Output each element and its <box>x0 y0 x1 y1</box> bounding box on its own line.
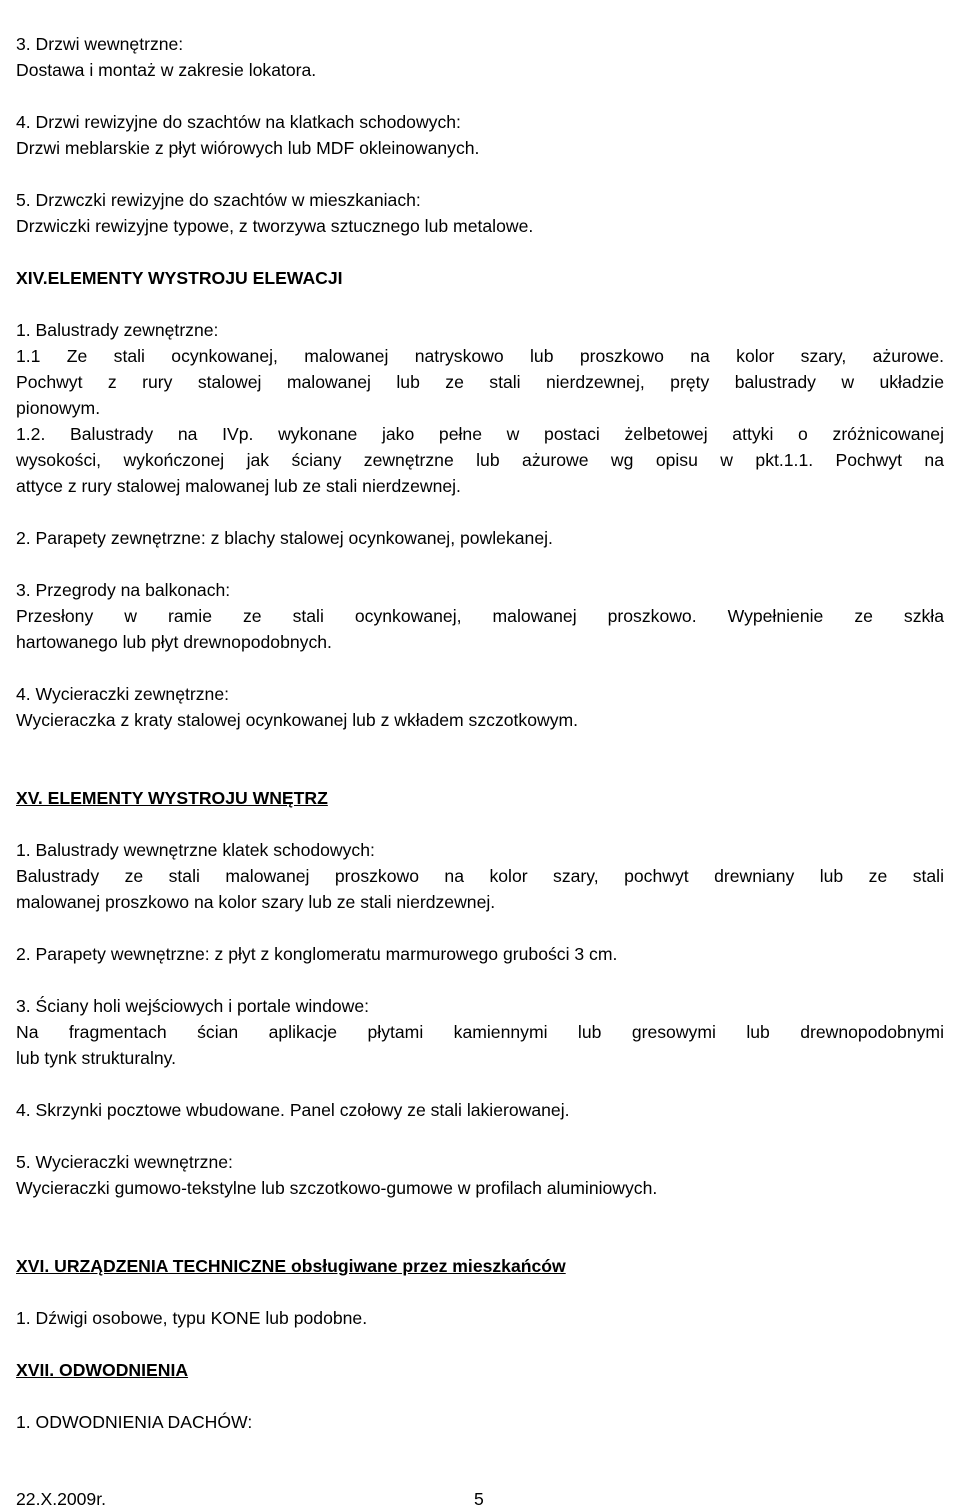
paragraph-line: Pochwyt z rury stalowej malowanej lub ze stali nierdzewnej, pręty balustrady w układzie <box>16 372 944 392</box>
section-text: Drzwiczki rewizyjne typowe, z tworzywa sztucznego lub metalowe. <box>16 216 534 236</box>
chapter-xvi-heading-block <box>16 1253 944 1279</box>
section-4-revision-doors <box>16 109 944 161</box>
item-title: 5. Wycieraczki wewnętrzne: <box>16 1152 233 1172</box>
item-text: Wycieraczka z kraty stalowej ocynkowanej lub z wkładem szczotkowym. <box>16 710 579 730</box>
chapter-heading: XVII. ODWODNIENIA <box>16 1360 189 1380</box>
xiv-item-1-balustrades <box>16 317 944 421</box>
chapter-xvii-heading-block <box>16 1357 944 1383</box>
xiv-item-1-2-balustrades <box>16 421 944 499</box>
paragraph-line: malowanej proszkowo na kolor szary lub ze stali nierdzewnej. <box>16 892 496 912</box>
page-footer <box>16 1489 944 1509</box>
section-title: 5. Drzwczki rewizyjne do szachtów w mieszkaniach: <box>16 190 421 210</box>
chapter-xv-heading-block <box>16 785 944 811</box>
xiv-item-2-sills <box>16 525 944 551</box>
spacer <box>16 759 944 785</box>
item-text: Wycieraczki gumowo-tekstylne lub szczotkowo-gumowe w profilach aluminiowych. <box>16 1178 658 1198</box>
section-3-interior-doors <box>16 31 944 83</box>
paragraph-line: wysokości, wykończonej jak ściany zewnętrzne lub ażurowe wg opisu w pkt.1.1. Pochwyt na <box>16 450 944 470</box>
xv-item-4-mailboxes <box>16 1097 944 1123</box>
xiv-item-4-doormats <box>16 681 944 733</box>
chapter-heading: XVI. URZĄDZENIA TECHNICZNE obsługiwane przez mieszkańców <box>16 1256 566 1276</box>
paragraph-line: Balustrady ze stali malowanej proszkowo na kolor szary, pochwyt drewniany lub ze stali <box>16 866 944 886</box>
item-text: 1. ODWODNIENIA DACHÓW: <box>16 1412 253 1432</box>
xvii-item-1-roof-drainage <box>16 1409 944 1435</box>
document-page <box>16 31 944 1435</box>
chapter-heading: XIV.ELEMENTY WYSTROJU ELEWACJI <box>16 268 343 288</box>
paragraph-line: Przesłony w ramie ze stali ocynkowanej, malowanej proszkowo. Wypełnienie ze szkła <box>16 606 944 626</box>
paragraph-line: lub tynk strukturalny. <box>16 1048 177 1068</box>
page-number: 5 <box>474 1489 484 1509</box>
spacer <box>16 1227 944 1253</box>
chapter-xiv-heading-block <box>16 265 944 291</box>
xv-item-2-interior-sills <box>16 941 944 967</box>
paragraph-line: hartowanego lub płyt drewnopodobnych. <box>16 632 332 652</box>
item-title: 1. Balustrady wewnętrzne klatek schodowych: <box>16 840 375 860</box>
paragraph-line: attyce z rury stalowej malowanej lub ze stali nierdzewnej. <box>16 476 461 496</box>
xv-item-3-lobby-walls <box>16 993 944 1071</box>
footer-date: 22.X.2009r. <box>16 1489 106 1509</box>
paragraph-line: 1.1 Ze stali ocynkowanej, malowanej natryskowo lub proszkowo na kolor szary, ażurowe. <box>16 346 944 366</box>
paragraph-line: Na fragmentach ścian aplikacje płytami kamiennymi lub gresowymi lub drewnopodobnymi <box>16 1022 944 1042</box>
item-text: 4. Skrzynki pocztowe wbudowane. Panel czołowy ze stali lakierowanej. <box>16 1100 570 1120</box>
xiv-item-3-balcony-partitions <box>16 577 944 655</box>
section-5-revision-hatches <box>16 187 944 239</box>
section-text: Drzwi meblarskie z płyt wiórowych lub MDF okleinowanych. <box>16 138 480 158</box>
item-title: 1. Balustrady zewnętrzne: <box>16 320 219 340</box>
xvi-item-1-elevators <box>16 1305 944 1331</box>
item-text: 2. Parapety zewnętrzne: z blachy stalowej ocynkowanej, powlekanej. <box>16 528 553 548</box>
chapter-heading: XV. ELEMENTY WYSTROJU WNĘTRZ <box>16 788 328 808</box>
paragraph-line: 1.2. Balustrady na IVp. wykonane jako pełne w postaci żelbetowej attyki o zróżnicowanej <box>16 424 944 444</box>
item-title: 3. Przegrody na balkonach: <box>16 580 231 600</box>
xv-item-5-interior-doormats <box>16 1149 944 1201</box>
section-text: Dostawa i montaż w zakresie lokatora. <box>16 60 317 80</box>
xv-item-1-stair-balustrades <box>16 837 944 915</box>
paragraph-line: pionowym. <box>16 398 101 418</box>
section-title: 3. Drzwi wewnętrzne: <box>16 34 184 54</box>
item-text: 1. Dźwigi osobowe, typu KONE lub podobne. <box>16 1308 368 1328</box>
item-title: 4. Wycieraczki zewnętrzne: <box>16 684 229 704</box>
item-title: 3. Ściany holi wejściowych i portale windowe: <box>16 996 370 1016</box>
section-title: 4. Drzwi rewizyjne do szachtów na klatkach schodowych: <box>16 112 461 132</box>
item-text: 2. Parapety wewnętrzne: z płyt z konglomeratu marmurowego grubości 3 cm. <box>16 944 618 964</box>
